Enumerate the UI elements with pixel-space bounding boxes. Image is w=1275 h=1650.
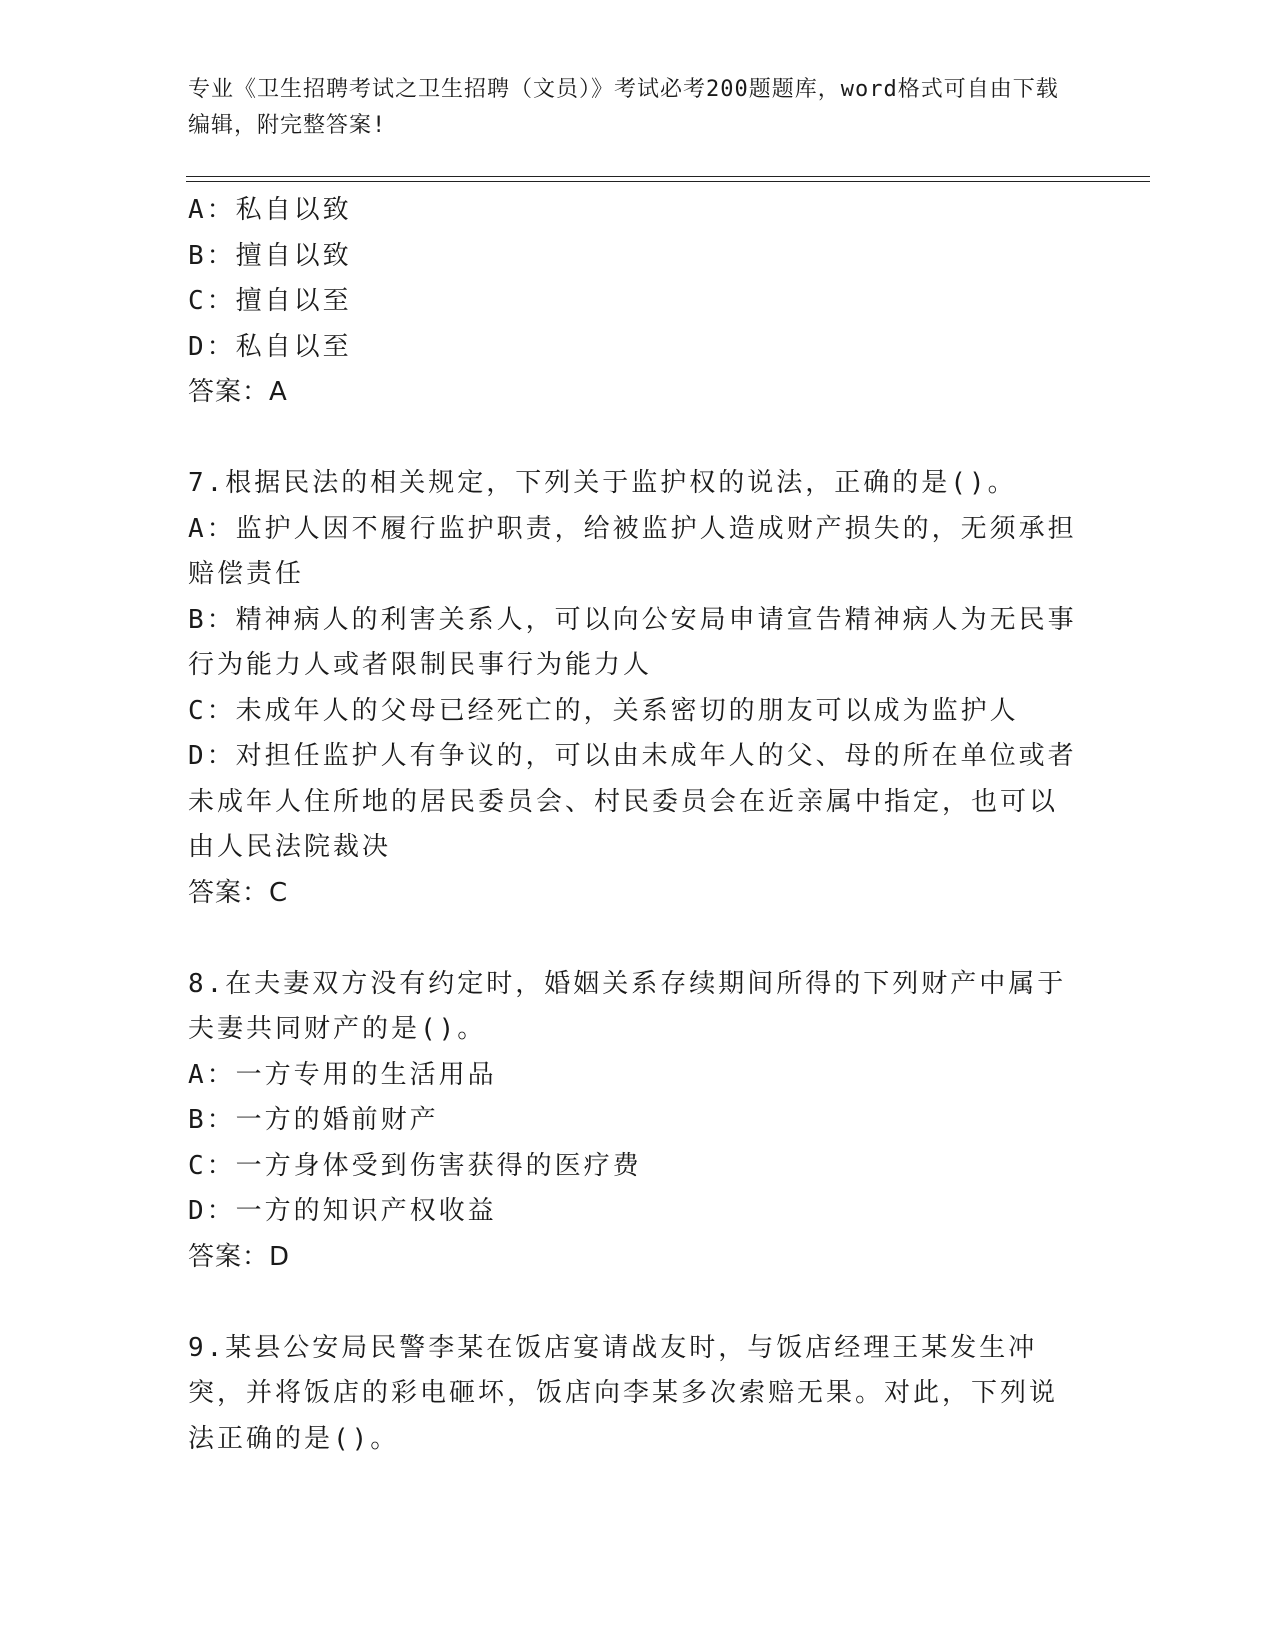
option-a: A：私自以致 [188,195,352,225]
header-divider-bottom [186,181,1150,182]
answer: 答案：C [188,877,289,908]
answer: 答案：D [188,1241,291,1272]
option-b: B：精神病人的利害关系人，可以向公安局申请宣告精神病人为无民事行为能力人或者限制民事行为能力人 [188,604,1077,680]
question-9 [188,1326,1078,1463]
question-stem: 9.某县公安局民警李某在饭店宴请战友时，与饭店经理王某发生冲突，并将饭店的彩电砸坏，饭店向李某多次索赔无果。对此，下列说法正确的是()。 [188,1332,1059,1454]
question-6 [188,188,1078,416]
option-b: B：擅自以致 [188,240,352,271]
option-d: D：一方的知识产权收益 [188,1196,497,1226]
option-b: B：一方的婚前财产 [188,1105,439,1135]
answer: 答案：A [188,377,288,407]
option-c: C：擅自以至 [188,286,352,316]
option-a: A：一方专用的生活用品 [188,1059,497,1090]
option-d: D：私自以至 [188,331,352,362]
document-body [188,188,1078,1462]
option-d: D：对担任监护人有争议的，可以由未成年人的父、母的所在单位或者未成年人住所地的居民委员会、村民委员会在近亲属中指定，也可以由人民法院裁决 [188,741,1077,862]
option-c: C：未成年人的父母已经死亡的，关系密切的朋友可以成为监护人 [188,695,1019,726]
option-a: A：监护人因不履行监护职责，给被监护人造成财产损失的，无须承担赔偿责任 [188,513,1077,589]
question-8 [188,962,1078,1281]
question-stem: 7.根据民法的相关规定，下列关于监护权的说法，正确的是()。 [188,468,1017,498]
header-divider-top [186,176,1150,177]
document-header: 专业《卫生招聘考试之卫生招聘（文员）》考试必考200题题库，word格式可自由下载编辑，附完整答案! [188,77,1059,138]
option-c: C：一方身体受到伤害获得的医疗费 [188,1150,642,1181]
question-7 [188,461,1078,916]
question-stem: 8.在夫妻双方没有约定时，婚姻关系存续期间所得的下列财产中属于夫妻共同财产的是()。 [188,968,1067,1044]
